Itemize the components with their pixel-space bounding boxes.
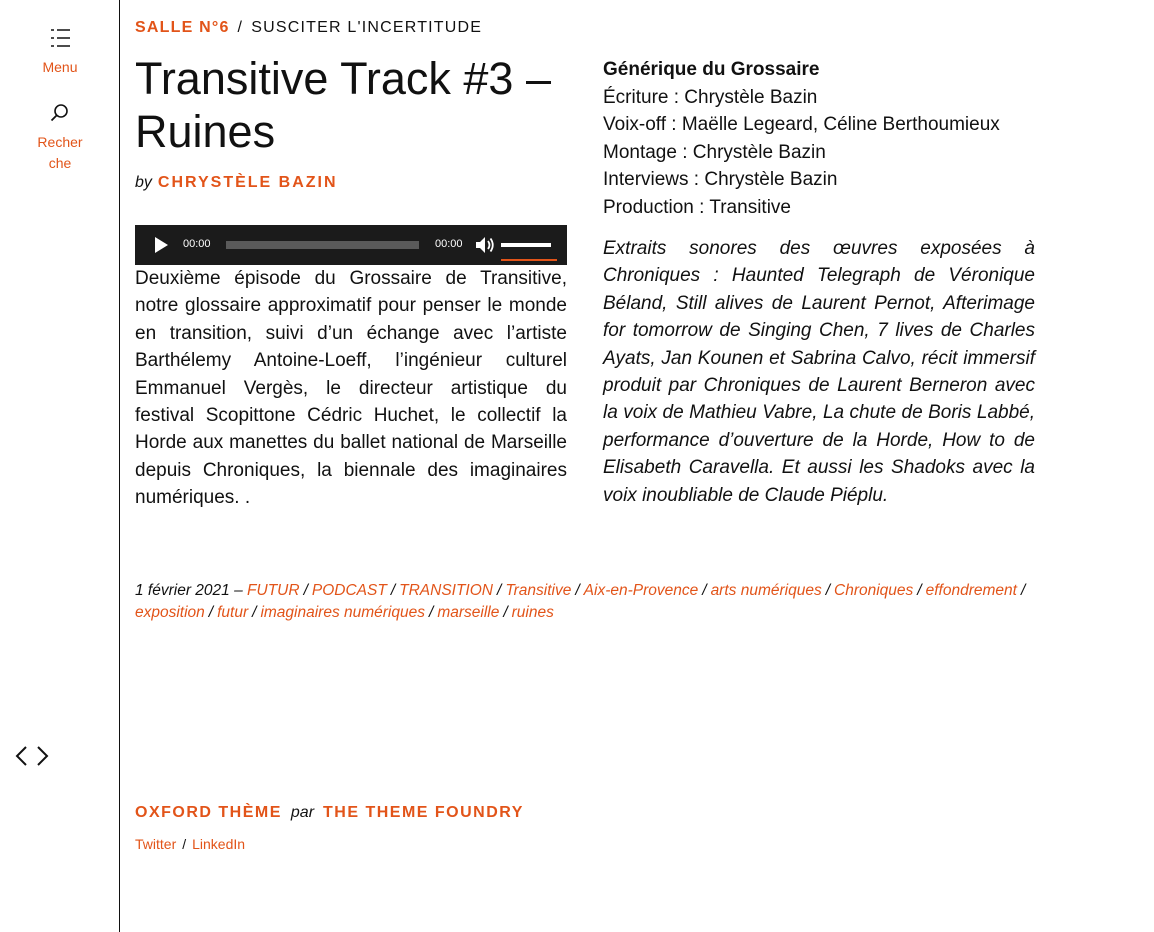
credits-line: Écriture : Chrystèle Bazin: [603, 86, 818, 108]
meta-separator: /: [208, 604, 214, 621]
byline: [135, 174, 338, 192]
tag-link[interactable]: marseille: [437, 604, 500, 621]
volume-underline: [501, 259, 557, 261]
breadcrumb-separator: /: [237, 19, 244, 36]
post-meta: [135, 580, 1040, 624]
meta-separator: /: [390, 582, 396, 599]
menu-icon: [0, 28, 120, 53]
current-time: 00:00: [183, 238, 211, 250]
social-separator: /: [182, 836, 187, 852]
post-date: 1 février 2021: [135, 582, 230, 599]
excerpt-paragraph: Extraits sonores des œuvres exposées à Chroniques : Haunted Telegraph de Véronique Béland, Still alives de Laurent Pernot, Afterimage for tomorrow de Singing Chen, 7 lives de Charles Ayats, Jan Kounen et Sabrina Calvo, récit immersif produit par Chroniques de Laurent Berneron avec la voix de Mathieu Vabre, La chute de Boris Labbé, performance d’ouverture de la Horde, How to de Elisabeth Caravella. Et aussi les Shadoks avec la voix inoubliable de Claude Piéplu.: [603, 238, 1035, 506]
twitter-link[interactable]: Twitter: [135, 836, 177, 852]
category-link[interactable]: PODCAST: [311, 582, 387, 599]
volume-icon[interactable]: [475, 236, 495, 259]
credits-line: Montage : Chrystèle Bazin: [603, 141, 826, 163]
seek-bar[interactable]: [226, 241, 419, 249]
meta-separator: /: [252, 604, 257, 621]
meta-separator: /: [303, 582, 308, 599]
credits-line: Voix-off : Maëlle Legeard, Céline Berthoumieux: [603, 114, 1000, 135]
meta-separator: /: [917, 582, 922, 599]
tag-link[interactable]: ruines: [511, 604, 554, 621]
foundry-link[interactable]: THE THEME FOUNDRY: [323, 804, 524, 821]
credits-line: Production : Transitive: [603, 196, 791, 218]
tag-link[interactable]: exposition: [135, 604, 205, 621]
meta-separator: /: [825, 582, 831, 599]
breadcrumb-room-link[interactable]: SALLE N°6: [135, 19, 230, 36]
play-button[interactable]: [155, 237, 168, 253]
chevron-left-icon[interactable]: [14, 745, 28, 772]
tag-link[interactable]: Aix-en-Provence: [583, 582, 699, 599]
page-title: Transitive Track #3 – Ruines: [135, 53, 551, 157]
tag-link[interactable]: futur: [217, 604, 249, 621]
credits-line: Interviews : Chrystèle Bazin: [603, 169, 838, 190]
volume-slider[interactable]: [501, 243, 551, 247]
byline-prefix: by: [135, 174, 152, 191]
menu-button[interactable]: [0, 28, 120, 78]
sidebar: [0, 0, 120, 932]
search-button[interactable]: [0, 102, 120, 174]
meta-separator: /: [497, 582, 502, 599]
meta-separator: /: [429, 604, 434, 621]
search-icon: [0, 102, 120, 129]
breadcrumb-section: SUSCITER L'INCERTITUDE: [251, 19, 483, 36]
meta-separator: /: [702, 582, 707, 599]
credits: [603, 56, 1035, 221]
meta-separator: /: [1020, 582, 1026, 599]
theme-link[interactable]: OXFORD THÈME: [135, 804, 282, 821]
tag-link[interactable]: Chroniques: [834, 582, 914, 599]
category-link[interactable]: FUTUR: [247, 582, 300, 599]
meta-separator: /: [503, 604, 508, 621]
footer-credit: [135, 804, 524, 822]
duration: 00:00: [435, 238, 463, 250]
author-link[interactable]: CHRYSTÈLE BAZIN: [157, 174, 338, 191]
credits-title: Générique du Grossaire: [603, 59, 820, 80]
search-label: Recherche: [37, 134, 83, 171]
post-navigation: [14, 745, 50, 772]
linkedin-link[interactable]: LinkedIn: [192, 836, 246, 852]
tag-link[interactable]: effondrement: [925, 582, 1017, 599]
social-links: [135, 836, 245, 852]
meta-dash: –: [234, 582, 243, 599]
footer-par: par: [290, 804, 315, 821]
breadcrumb: [135, 19, 482, 37]
tag-link[interactable]: imaginaires numériques: [260, 604, 425, 621]
chevron-right-icon[interactable]: [36, 745, 50, 772]
article-description: Deuxième épisode du Grossaire de Transitive, notre glossaire approximatif pour penser le monde en transition, suivi d’un échange avec l’artiste Barthélemy Antoine-Loeff, l’ingénieur culturel Emmanuel Vergès, le directeur artistique du festival Scopittone Cédric Huchet, le collectif la Horde aux manettes du ballet national de Marseille depuis Chroniques, la biennale des imaginaires numériques. .: [135, 268, 567, 509]
category-link[interactable]: TRANSITION: [399, 582, 493, 599]
tag-link[interactable]: arts numériques: [710, 582, 822, 599]
tag-link[interactable]: Transitive: [505, 582, 572, 599]
menu-label: Menu: [42, 59, 78, 75]
meta-separator: /: [575, 582, 580, 599]
audio-player: [135, 225, 567, 265]
